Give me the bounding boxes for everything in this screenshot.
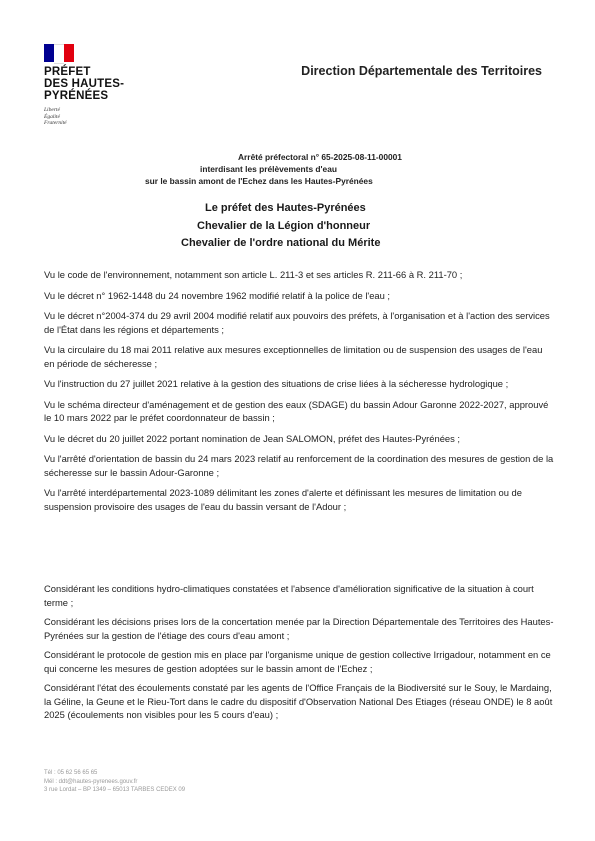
considerant-section	[44, 582, 554, 722]
logo-line-3: PYRÉNÉES	[44, 90, 109, 102]
prefet-name: Le préfet des Hautes-Pyrénées	[205, 202, 366, 214]
vu-paragraph: Vu le code de l'environnement, notamment son article L. 211-3 et ses articles R. 211-66 à R. 211-70 ;	[44, 269, 463, 280]
vu-paragraph: Vu le décret n°2004-374 du 29 avril 2004 modifié relatif aux pouvoirs des préfets, à l'organisation et à l'action des services de l'État dans les régions et départements ;	[44, 310, 550, 335]
footer-contact	[44, 769, 185, 795]
prefet-logo	[44, 44, 164, 127]
footer-phone: Tél : 05 62 56 65 65	[44, 770, 98, 776]
direction-title: Direction Départementale des Territoires	[301, 64, 542, 78]
arrete-subject: interdisant les prélèvements d'eau	[200, 164, 337, 174]
vu-paragraph: Vu le décret du 20 juillet 2022 portant nomination de Jean SALOMON, préfet des Hautes-Pyrénées ;	[44, 432, 461, 444]
vu-section	[44, 268, 554, 513]
footer-address: 3 rue Lordat – BP 1349 – 65013 TARBES CEDEX 09	[44, 787, 186, 793]
vu-paragraph: Vu le décret n° 1962-1448 du 24 novembre 1962 modifié relatif à la police de l'eau ;	[44, 289, 391, 301]
considerant-paragraph: Considérant les décisions prises lors de la concertation menée par la Direction Départementale des Territoires des Hautes-Pyrénées sur la gestion de l'étiage des cours d'eau amont ;	[44, 616, 554, 641]
vu-paragraph: Vu l'arrêté interdépartemental 2023-1089 délimitant les zones d'alerte et définissant les mesures de limitation ou de suspension provisoire des usages de l'eau du bassin versant de l'Adour ;	[44, 487, 522, 512]
footer-email: Mél : ddt@hautes-pyrenees.gouv.fr	[44, 778, 138, 785]
vu-paragraph: Vu la circulaire du 18 mai 2011 relative aux mesures exceptionnelles de limitation ou de suspension des usages de l'eau en période de sécheresse ;	[44, 344, 543, 369]
marianne-flag-icon	[44, 44, 74, 62]
arrete-number: Arrêté préfectoral n° 65-2025-08-11-00001	[238, 152, 402, 162]
logo-line-1: PRÉFET	[44, 66, 91, 78]
vu-paragraph: Vu l'instruction du 27 juillet 2021 relative à la gestion des situations de crise liées à la sécheresse hydrologique ;	[44, 378, 509, 389]
logo-motto	[44, 107, 164, 127]
motto-fraternite: Fraternité	[44, 120, 67, 126]
considerant-paragraph: Considérant les conditions hydro-climatiques constatées et l'absence d'amélioration significative de la situation à court terme ;	[44, 583, 534, 608]
logo-line-2: DES HAUTES-	[44, 78, 125, 90]
prefet-honor-1: Chevalier de la Légion d'honneur	[197, 220, 371, 232]
vu-paragraph: Vu le schéma directeur d'aménagement et de gestion des eaux (SDAGE) du bassin Adour Garonne 2022-2027, approuvé le 10 mars 2022 par le préfet coordonnateur de bassin ;	[44, 398, 549, 423]
arrete-scope: sur le bassin amont de l'Echez dans les Hautes-Pyrénées	[145, 176, 373, 186]
motto-liberte: Liberté	[44, 107, 60, 113]
motto-egalite: Égalité	[44, 113, 60, 120]
considerant-paragraph: Considérant l'état des écoulements constaté par les agents de l'Office Français de la Biodiversité sur le Souy, le Mardaing, la Géline, la Geune et le Rieu-Tort dans le cadre du dispositif d'Observation National Des Etiages (réseau ONDE) le 8 août 2025 (écoulements non visibles pour les 5 cours d'eau) ;	[44, 682, 553, 720]
prefet-honor-2: Chevalier de l'ordre national du Mérite	[181, 237, 381, 249]
considerant-paragraph: Considérant le protocole de gestion mis en place par l'organisme unique de gestion collective Irrigadour, notamment en ce qui concerne les mesures de gestion adoptées sur le bassin amont de l'Echez ;	[44, 649, 551, 674]
vu-paragraph: Vu l'arrêté d'orientation de bassin du 24 mars 2023 relatif au renforcement de la coordination des mesures de gestion de la sécheresse sur le bassin Adour-Garonne ;	[44, 453, 554, 478]
